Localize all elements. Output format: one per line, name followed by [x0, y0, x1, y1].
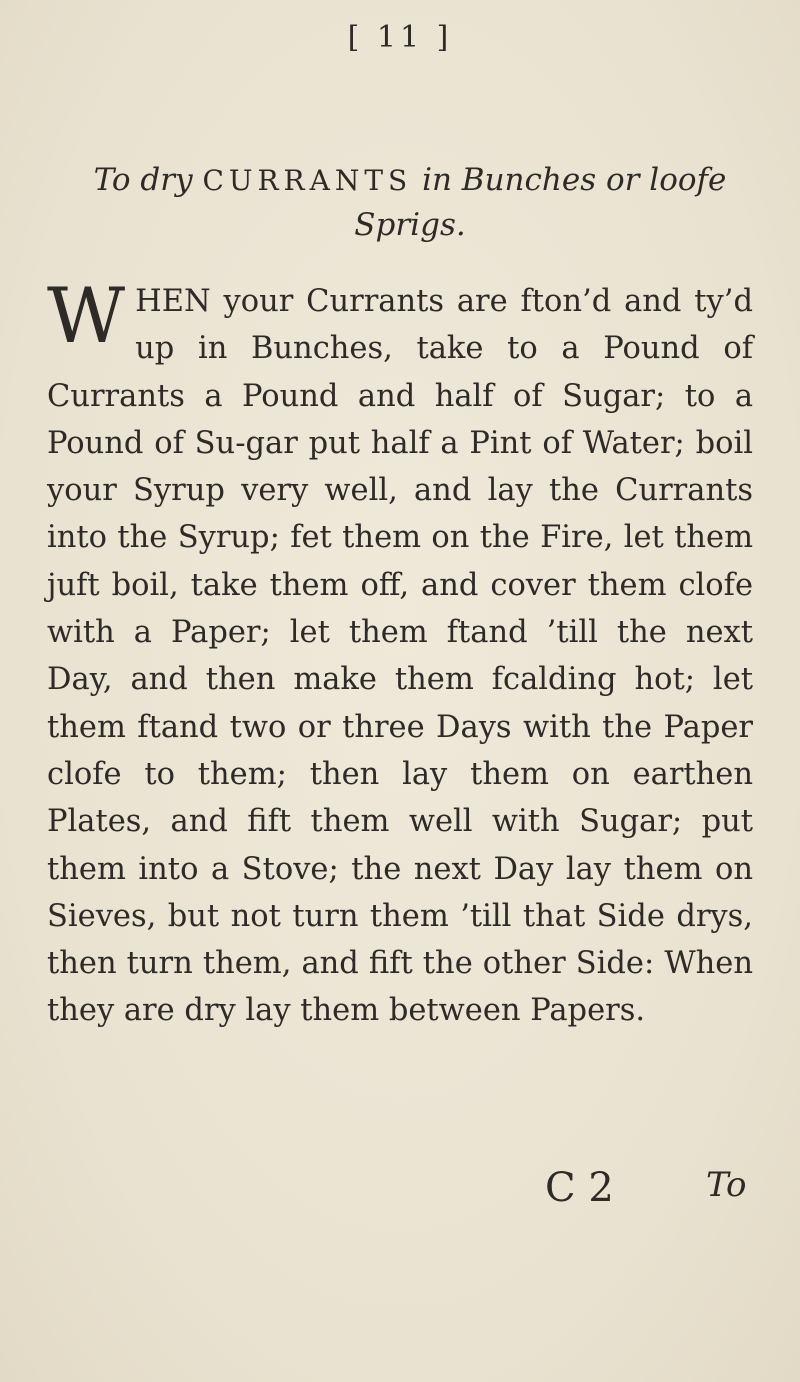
- page-number: [ 11 ]: [347, 20, 453, 55]
- signature-mark: C 2: [545, 1165, 614, 1211]
- recipe-title: [60, 158, 760, 247]
- recipe-text: HEN your Currants are fton’d and ty’d up in Bunches, take to a Pound of Currants a Pound and half of Sugar; to a Pound of Su-gar put half a Pint of Water; boil your Syrup very well, and lay the Currants into the Syrup; fet them on the Fire, let them juft boil, take them off, and cover them clofe with a Paper; let them ftand ’till the next Day, and then make them fcalding hot; let them ftand two or three Days with the Paper clofe to them; then lay them on earthen Plates, and fift them well with Sugar; put them into a Stove; the next Day lay them on Sieves, but not turn them ’till that Side drys, then turn them, and fift the other Side: When they are dry lay them between Papers.: [47, 284, 753, 1029]
- title-caps: CURRANTS: [202, 164, 413, 197]
- recipe-body: [47, 271, 753, 1035]
- title-prefix: To dry: [93, 162, 193, 198]
- catchword: To: [706, 1165, 747, 1205]
- drop-cap: W: [47, 271, 126, 360]
- title-suffix: in Bunches or loofe Sprigs.: [354, 162, 727, 243]
